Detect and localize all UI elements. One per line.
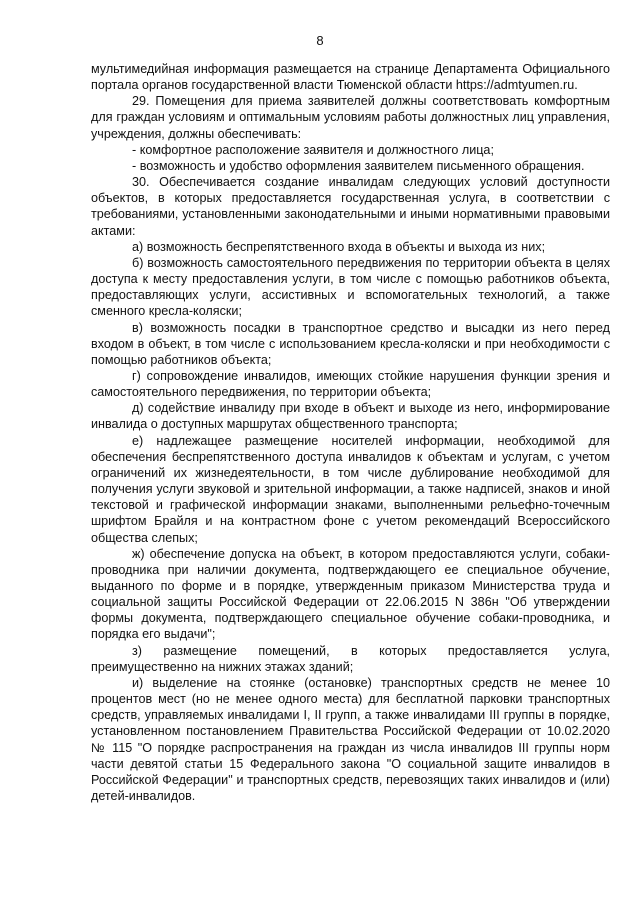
list-item-writing: - возможность и удобство оформления заявителем письменного обращения. [132, 158, 585, 173]
subitem-a: а) возможность беспрепятственного входа в объекты и выхода из них; [132, 239, 546, 254]
subitem-g: г) сопровождение инвалидов, имеющих стойкие нарушения функции зрения и самостоятельного передвижения, по территории объекта; [91, 368, 610, 400]
subitem-zh: ж) обеспечение допуска на объект, в котором предоставляются услуги, собаки-проводника при наличии документа, подтверждающего ее специальное обучение, выданного по форме и в порядке, утвержденным приказом Министерства труда и социальной защиты Российской Федерации от 22.06.2015 N 386н "Об утверждении формы документа, подтверждающего специальное обучение собаки-проводника, и порядка его выдачи"; [91, 546, 610, 642]
subitem-d: д) содействие инвалиду при входе в объект и выходе из него, информирование инвалида о доступных маршрутах общественного транспорта; [91, 401, 610, 432]
paragraph-29: 29. Помещения для приема заявителей должны соответствовать комфортным для граждан условиям и оптимальным условиям работы должностных лиц управления, учреждения, должны обеспечивать: [91, 94, 610, 141]
paragraph-portal-info: мультимедийная информация размещается на странице Департамента Официального портала органов государственной власти Тюменской области https://admtyumen.ru. [91, 62, 610, 93]
paragraph-30: 30. Обеспечивается создание инвалидам следующих условий доступности объектов, в которых предоставляется государственная услуга, в соответствии с требованиями, установленными законодательными и иными нормативными правовыми актами: [91, 175, 610, 238]
document-body [91, 61, 610, 804]
page-number: 8 [316, 33, 324, 48]
subitem-v: в) возможность посадки в транспортное средство и высадки из него перед входом в объект, в том числе с использованием кресла-коляски и при необходимости с помощью работников объекта; [91, 320, 610, 367]
subitem-i: и) выделение на стоянке (остановке) транспортных средств не менее 10 процентов мест (но не менее одного места) для бесплатной парковки транспортных средств, управляемых инвалидами I, II групп, а также инвалидами III группы в порядке, установленном постановлением Правительства Российской Федерации от 10.02.2020 № 115 "О порядке распространения на граждан из числа инвалидов III группы норм части девятой статьи 15 Федерального закона "О социальной защите инвалидов в Российской Федерации" и транспортных средств, перевозящих таких инвалидов и (или) детей-инвалидов. [91, 675, 610, 804]
subitem-z: з) размещение помещений, в которых предоставляется услуга, преимущественно на нижних этажах зданий; [91, 643, 610, 674]
subitem-e: е) надлежащее размещение носителей информации, необходимой для обеспечения беспрепятственного доступа инвалидов к объектам и услугам, с учетом ограничений их жизнедеятельности, в том числе дублирование необходимой для получения услуги звуковой и зрительной информации, а также надписей, знаков и иной текстовой и графической информации знаками, выполненными рельефно-точечным шрифтом Брайля и на контрастном фоне с учетом рекомендаций Всероссийского общества слепых; [91, 433, 610, 545]
subitem-b: б) возможность самостоятельного передвижения по территории объекта в целях доступа к месту предоставления услуги, в том числе с помощью работников объекта, предоставляющих услуги, ассистивных и вспомогательных технологий, а также сменного кресла-коляски; [91, 255, 610, 319]
list-item-comfort: - комфортное расположение заявителя и должностного лица; [132, 142, 494, 157]
